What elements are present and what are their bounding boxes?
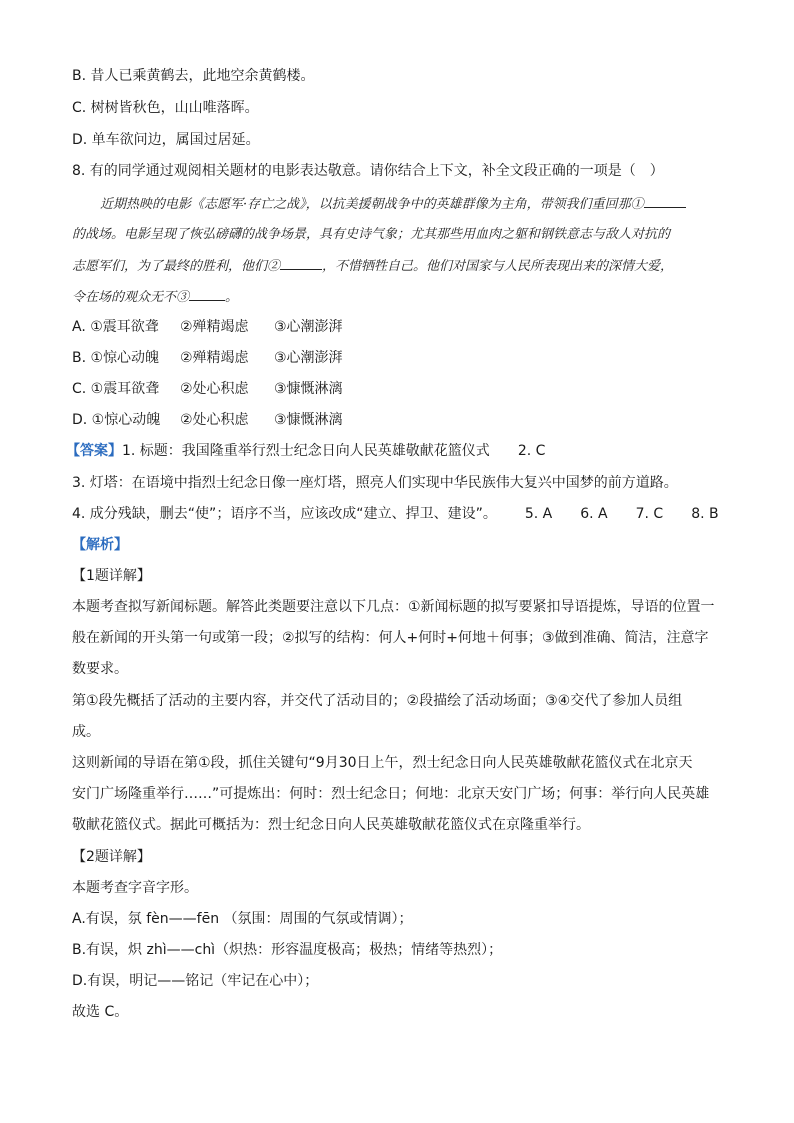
answer-text: 8. B xyxy=(691,506,719,522)
answer-line-2: 3. 灯塔：在语境中指烈士纪念日像一座灯塔，照亮人们实现中华民族伟大复兴中国梦的前方道路。 xyxy=(72,475,678,491)
q8-option-d xyxy=(72,410,343,430)
option-part: ③慷慨淋漓 xyxy=(274,381,343,397)
q1-line: 敬献花篮仪式。据此可概括为：烈士纪念日向人民英雄敬献花篮仪式在京隆重举行。 xyxy=(72,817,590,833)
option-part: ②殚精竭虑 xyxy=(180,319,249,335)
answer-text: 4. 成分残缺，删去“使”；语序不当，应该改成“建立、捍卫、建设”。 xyxy=(72,506,497,522)
blank-3 xyxy=(189,287,225,301)
blank-2 xyxy=(280,256,322,270)
answer-text: 6. A xyxy=(580,506,608,522)
q8-passage-line-2: 的战场。电影呈现了恢弘磅礴的战争场景，具有史诗气象；尤其那些用血肉之躯和钢铁意志与敌人对抗的 xyxy=(72,227,671,242)
answer-line-1 xyxy=(66,441,716,461)
option-part: ③心潮澎湃 xyxy=(274,350,343,366)
q2-line: D.有误，明记——铭记（牢记在心中）； xyxy=(72,973,319,989)
q8-passage-line-3 xyxy=(72,256,722,277)
q8-passage-line-1 xyxy=(100,194,750,215)
answer-label: 【答案】 xyxy=(66,443,122,459)
q1-line: 这则新闻的导语在第①段，抓住关键句“9月30日上午，烈士纪念日向人民英雄敬献花篮仪式在北京天 xyxy=(72,755,693,771)
q8-option-a xyxy=(72,317,343,337)
q1-line: 第①段先概括了活动的主要内容，并交代了活动目的；②段描绘了活动场面；③④交代了参加人员组 xyxy=(72,693,683,709)
q8-option-b xyxy=(72,348,343,368)
analysis-label: 【解析】 xyxy=(72,537,128,553)
q7-option-b: B. 昔人已乘黄鹤去，此地空余黄鹤楼。 xyxy=(72,68,315,84)
q2-detail-title: 【2题详解】 xyxy=(72,849,151,865)
passage-text: 近期热映的电影《志愿军·存亡之战》，以抗美援朝战争中的英雄群像为主角，带领我们重回那① xyxy=(100,197,644,212)
q2-line: 本题考查字音字形。 xyxy=(72,880,198,896)
option-part: ②处心积虑 xyxy=(180,381,249,397)
option-part: ③心潮澎湃 xyxy=(274,319,343,335)
q1-detail-title: 【1题详解】 xyxy=(72,568,151,584)
answer-text: 1. 标题：我国隆重举行烈士纪念日向人民英雄敬献花篮仪式 xyxy=(122,443,490,459)
passage-text: 。 xyxy=(225,290,239,305)
q1-line: 数要求。 xyxy=(72,661,128,677)
q8-option-c xyxy=(72,379,343,399)
passage-text: ，不惜牺牲自己。他们对国家与人民所表现出来的深情大爱， xyxy=(322,259,674,274)
answer-line-3 xyxy=(72,504,722,524)
q8-passage-line-4 xyxy=(72,287,722,308)
passage-text: 令在场的观众无不③ xyxy=(72,290,190,305)
passage-text: 志愿军们，为了最终的胜利，他们② xyxy=(72,259,281,274)
blank-1 xyxy=(644,194,686,208)
q1-line: 般在新闻的开头第一句或第一段；②拟写的结构：何人+何时+何地＋何事；③做到准确、简洁，注意字 xyxy=(72,630,709,646)
q7-option-d: D. 单车欲问边，属国过居延。 xyxy=(72,132,260,148)
q8-stem: 8. 有的同学通过观阅相关题材的电影表达敬意。请你结合上下文，补全文段正确的一项是（ ） xyxy=(72,163,664,179)
option-part: ②殚精竭虑 xyxy=(180,350,249,366)
option-part: D. ①惊心动魄 xyxy=(72,412,161,428)
answer-text: 5. A xyxy=(524,506,553,522)
option-part: ③慷慨淋漓 xyxy=(274,412,343,428)
option-part: A. ①震耳欲聋 xyxy=(72,319,159,335)
q1-line: 本题考查拟写新闻标题。解答此类题要注意以下几点：①新闻标题的拟写要紧扣导语提炼，导语的位置一 xyxy=(72,599,715,615)
q2-line: 故选 C。 xyxy=(72,1004,129,1020)
q2-line: A.有误，氛 fèn——fēn （氛围：周围的气氛或情调）； xyxy=(72,911,413,927)
option-part: C. ①震耳欲聋 xyxy=(72,381,160,397)
q2-line: B.有误，炽 zhì——chì（炽热：形容温度极高；极热；情绪等热烈）； xyxy=(72,942,503,958)
q1-line: 安门广场隆重举行……”可提炼出：何时：烈士纪念日；何地：北京天安门广场；何事：举行向人民英雄 xyxy=(72,786,710,802)
q1-line: 成。 xyxy=(72,724,100,740)
q7-option-c: C. 树树皆秋色，山山唯落晖。 xyxy=(72,100,259,116)
option-part: B. ①惊心动魄 xyxy=(72,350,160,366)
answer-text: 2. C xyxy=(517,443,546,459)
answer-text: 7. C xyxy=(635,506,664,522)
option-part: ②处心积虑 xyxy=(180,412,249,428)
